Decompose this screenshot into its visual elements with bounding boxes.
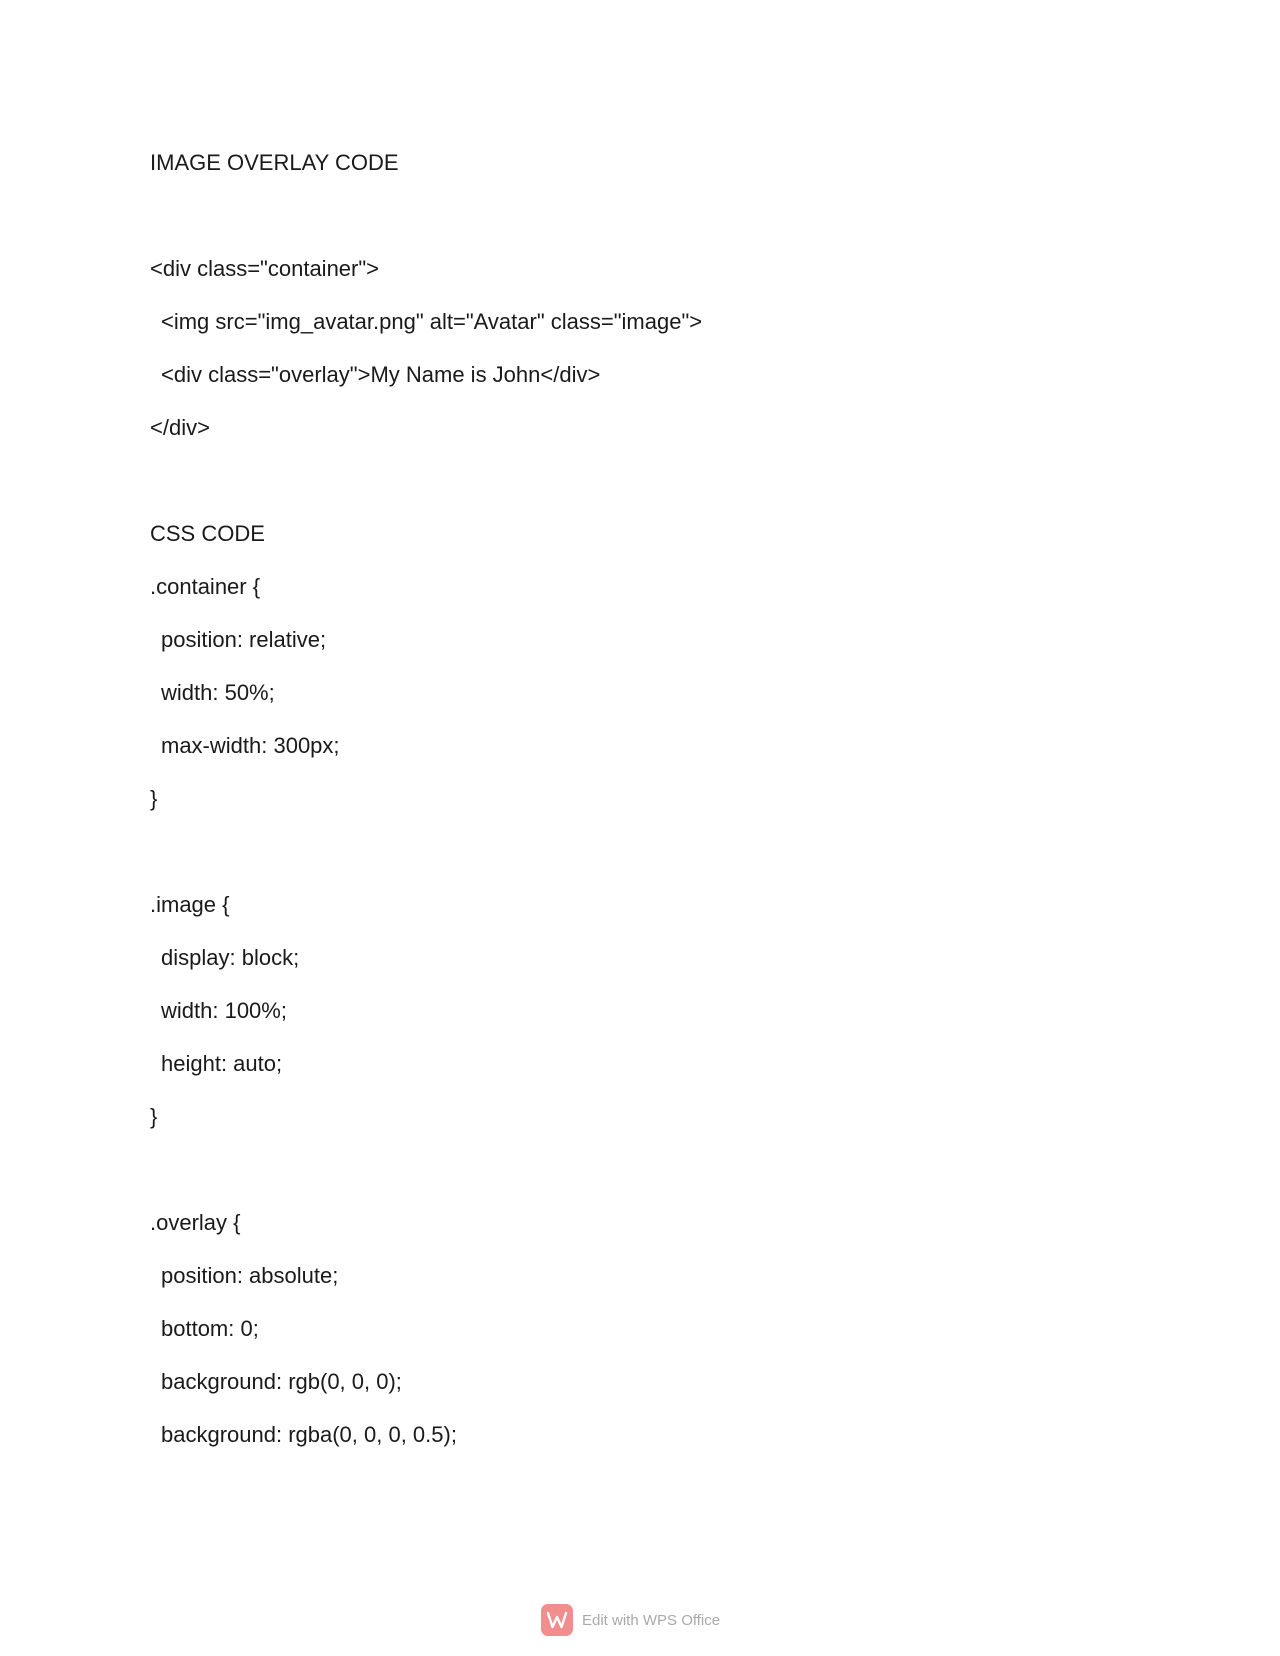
code-line: </div>: [150, 415, 210, 440]
code-line: <img src="img_avatar.png" alt="Avatar" class="image">: [161, 309, 703, 334]
code-line: position: relative;: [161, 627, 327, 652]
code-line: .overlay {: [150, 1210, 241, 1235]
code-line: <div class="container">: [150, 256, 380, 281]
code-line: position: absolute;: [161, 1263, 339, 1288]
heading-css-code: CSS CODE: [150, 521, 265, 546]
heading-image-overlay-code: IMAGE OVERLAY CODE: [150, 150, 399, 175]
code-line: background: rgba(0, 0, 0, 0.5);: [161, 1422, 457, 1447]
edit-with-wps-label: Edit with WPS Office: [582, 1611, 721, 1629]
edit-with-wps-office-link[interactable]: [541, 1604, 720, 1636]
code-line: height: auto;: [161, 1051, 283, 1076]
code-line: }: [150, 786, 158, 811]
code-line: max-width: 300px;: [161, 733, 340, 758]
wps-logo-icon: [541, 1604, 573, 1636]
code-line: }: [150, 1104, 158, 1129]
code-line: .container {: [150, 574, 261, 599]
code-line: width: 100%;: [161, 998, 287, 1023]
code-line: background: rgb(0, 0, 0);: [161, 1369, 402, 1394]
code-line: <div class="overlay">My Name is John</div>: [161, 362, 601, 387]
code-line: width: 50%;: [161, 680, 275, 705]
code-line: bottom: 0;: [161, 1316, 259, 1341]
code-line: display: block;: [161, 945, 300, 970]
code-line: .image {: [150, 892, 230, 917]
